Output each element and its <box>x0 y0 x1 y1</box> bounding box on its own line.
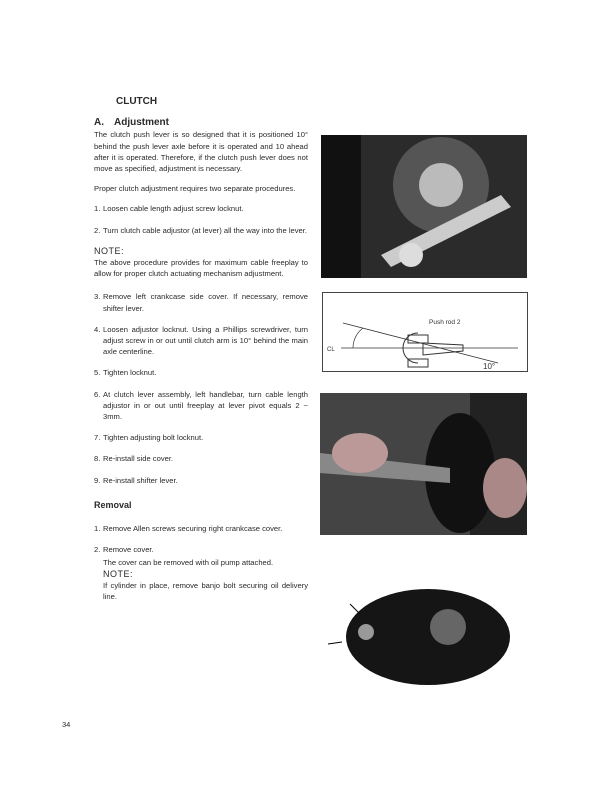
step <box>94 523 308 534</box>
step <box>94 225 308 236</box>
step <box>94 453 308 464</box>
section-heading <box>94 117 308 128</box>
step-number: 5. <box>94 368 101 378</box>
step <box>94 291 308 313</box>
step-text: Re-install side cover. <box>103 454 174 464</box>
note-label: NOTE: <box>94 245 125 256</box>
step <box>94 389 308 423</box>
step-number: 4. <box>94 324 101 334</box>
step-number: 7. <box>94 433 101 443</box>
section-title: Adjustment <box>114 117 169 129</box>
step <box>94 475 308 486</box>
step-number: 1. <box>94 524 101 534</box>
step-text: Remove Allen screws securing right crankcase cover. <box>103 524 283 534</box>
crankcase-cover-photo <box>328 582 526 688</box>
step-text: Remove left crankcase side cover. If necessary, remove shifter lever. <box>103 292 308 313</box>
push-rod-diagram <box>322 292 528 372</box>
step-number: 2. <box>94 225 101 235</box>
step-number: 2. <box>94 545 101 555</box>
diagram-label: Push rod 2 <box>429 319 461 326</box>
step-text: Tighten locknut. <box>103 368 157 378</box>
step-number: 1. <box>94 204 101 214</box>
step-text: Re-install shifter lever. <box>103 475 178 485</box>
step-number: 3. <box>94 292 101 302</box>
centerline-label: CL <box>327 347 335 353</box>
step-subtext: The cover can be removed with oil pump attached. <box>103 558 274 568</box>
intro-paragraph-2: Proper clutch adjustment requires two separate procedures. <box>94 184 296 194</box>
step-text: Remove cover. <box>103 545 154 555</box>
note-text: If cylinder in place, remove banjo bolt securing oil delivery line. <box>103 580 308 602</box>
note-text: The above procedure provides for maximum cable freeplay to allow for proper clutch actuating mechanism adjustment. <box>94 258 308 279</box>
intro-paragraph: The clutch push lever is so designed that it is positioned 10° behind the push lever axle before it is operated and 10 ahead after it is operated. Therefore, if the clutch push lever does not move as specified, adjustment is necessary. <box>94 130 308 174</box>
step-text: Turn clutch cable adjustor (at lever) all the way into the lever. <box>103 225 308 235</box>
page-number: 34 <box>62 720 71 729</box>
note-label: NOTE: <box>103 568 134 579</box>
step-number: 8. <box>94 454 101 464</box>
section-letter: A. <box>94 117 104 129</box>
step-text: Loosen adjustor locknut. Using a Phillips screwdriver, turn adjust screw in or out until clutch arm is 10° behind the main axle centerline. <box>103 324 308 357</box>
step-text: Tighten adjusting bolt locknut. <box>103 433 204 443</box>
step <box>94 324 308 358</box>
step-number: 6. <box>94 389 101 399</box>
handlebar-lever-photo <box>320 393 527 535</box>
step-text: Loosen cable length adjust screw locknut. <box>103 204 244 214</box>
text-column <box>94 96 308 611</box>
step <box>94 432 308 443</box>
removal-heading: Removal <box>94 499 132 510</box>
page-title: CLUTCH <box>116 96 158 107</box>
step-number: 9. <box>94 475 101 485</box>
step <box>94 544 308 555</box>
step <box>94 367 308 378</box>
step <box>94 203 308 214</box>
diagram-angle: 10° <box>483 362 496 371</box>
clutch-adjust-photo <box>321 135 527 278</box>
step-text: At clutch lever assembly, left handlebar, turn cable length adjustor in or out until freeplay at lever pivot equals 2 ~ 3mm. <box>103 389 308 422</box>
